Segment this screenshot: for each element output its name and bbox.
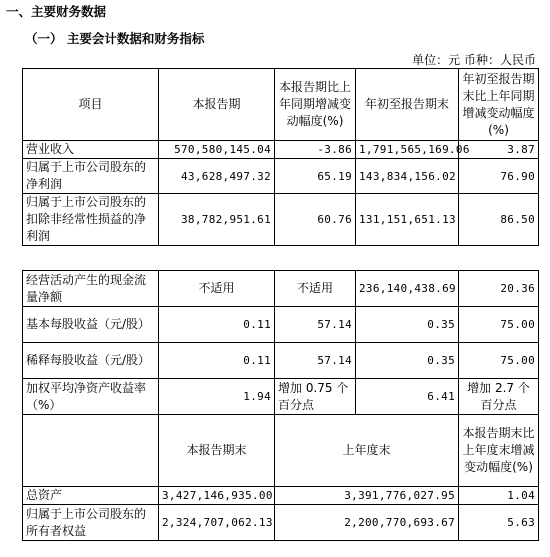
row-label: 基本每股收益（元/股） [23, 307, 159, 343]
table-row [23, 487, 539, 505]
row-label: 营业收入 [23, 141, 159, 159]
cell-value: 131,151,651.13 [356, 194, 459, 246]
row-label: 归属于上市公司股东的扣除非经常性损益的净利润 [23, 194, 159, 246]
blank-cell [23, 415, 159, 487]
cell-value: 0.11 [159, 307, 275, 343]
cell-value: 2,200,770,693.67 [275, 505, 459, 541]
table-row [23, 194, 539, 246]
unit-currency-note: 单位：元 币种：人民币 [412, 53, 536, 67]
sub-header-row [23, 415, 539, 487]
cell-value: 75.00 [459, 343, 539, 379]
cell-value: 143,834,156.02 [356, 159, 459, 194]
cell-value: 86.50 [459, 194, 539, 246]
table-row [23, 271, 539, 307]
cell-value: 1.94 [159, 379, 275, 415]
cell-value: 3.87 [459, 141, 539, 159]
cell-value: 57.14 [275, 307, 356, 343]
header-current-change: 本报告期比上年同期增减变动幅度(%) [275, 69, 356, 141]
cell-value: 0.35 [356, 343, 459, 379]
cell-value: 增加 0.75 个百分点 [275, 379, 356, 415]
cell-value: 3,427,146,935.00 [159, 487, 275, 505]
row-label: 稀释每股收益（元/股） [23, 343, 159, 379]
cell-value: 75.00 [459, 307, 539, 343]
cell-value: 1,791,565,169.06 [356, 141, 459, 159]
cell-value: 236,140,438.69 [356, 271, 459, 307]
financial-data-table-1 [22, 68, 539, 246]
header-item: 项目 [23, 69, 159, 141]
table-row [23, 307, 539, 343]
cell-value: 1.04 [459, 487, 539, 505]
cell-value: 57.14 [275, 343, 356, 379]
cell-value: 不适用 [159, 271, 275, 307]
cell-value: -3.86 [275, 141, 356, 159]
cell-value: 570,580,145.04 [159, 141, 275, 159]
cell-value: 65.19 [275, 159, 356, 194]
row-label: 加权平均净资产收益率（%） [23, 379, 159, 415]
subsection-title: （一） 主要会计数据和财务指标 [25, 31, 205, 46]
cell-value: 43,628,497.32 [159, 159, 275, 194]
header-period-change: 本报告期末比上年度末增减变动幅度(%) [459, 415, 539, 487]
cell-value: 76.90 [459, 159, 539, 194]
cell-value: 不适用 [275, 271, 356, 307]
cell-value: 38,782,951.61 [159, 194, 275, 246]
table-row [23, 505, 539, 541]
row-label: 归属于上市公司股东的净利润 [23, 159, 159, 194]
cell-value: 2,324,707,062.13 [159, 505, 275, 541]
row-label: 总资产 [23, 487, 159, 505]
header-period-end: 本报告期末 [159, 415, 275, 487]
row-label: 归属于上市公司股东的所有者权益 [23, 505, 159, 541]
table-row [23, 159, 539, 194]
cell-value: 增加 2.7 个百分点 [459, 379, 539, 415]
financial-data-table-2 [22, 270, 539, 541]
table-row [23, 141, 539, 159]
cell-value: 3,391,776,027.95 [275, 487, 459, 505]
cell-value: 60.76 [275, 194, 356, 246]
cell-value: 0.11 [159, 343, 275, 379]
row-label: 经营活动产生的现金流量净额 [23, 271, 159, 307]
table-row [23, 343, 539, 379]
header-ytd-change: 年初至报告期末比上年同期增减变动幅度(%) [459, 69, 539, 141]
cell-value: 5.63 [459, 505, 539, 541]
header-ytd: 年初至报告期末 [356, 69, 459, 141]
cell-value: 6.41 [356, 379, 459, 415]
section-title: 一、主要财务数据 [6, 4, 107, 19]
header-current-period: 本报告期 [159, 69, 275, 141]
header-prior-year-end: 上年度末 [275, 415, 459, 487]
header-row [23, 69, 539, 141]
cell-value: 0.35 [356, 307, 459, 343]
cell-value: 20.36 [459, 271, 539, 307]
table-row [23, 379, 539, 415]
